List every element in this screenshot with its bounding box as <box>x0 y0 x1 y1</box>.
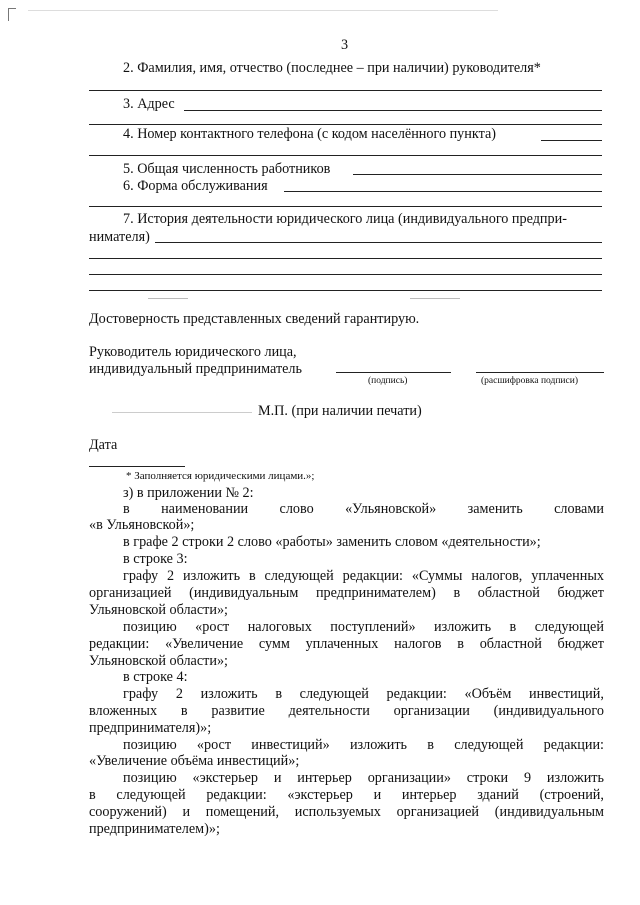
word: в <box>427 737 434 753</box>
word: следующей <box>264 568 334 584</box>
word: изложить <box>546 770 604 786</box>
paragraph-row-3-position-line-2 <box>89 635 604 653</box>
word: бюджет <box>557 585 604 601</box>
word: позицию <box>123 737 177 753</box>
signature-decoding-line <box>476 372 604 373</box>
blank-line <box>89 290 602 291</box>
word: графу <box>123 568 159 584</box>
word: уплаченных <box>305 636 379 652</box>
word: в <box>89 787 96 803</box>
word: налогов <box>394 636 442 652</box>
signature-decoding-caption: (расшифровка подписи) <box>481 376 578 386</box>
paragraph-row-3-heading: в строке 3: <box>123 551 188 567</box>
paragraph-row-9-end: предпринимателем)»; <box>89 821 220 837</box>
paragraph-row-3-position-line-1 <box>123 618 604 636</box>
word: редакции: <box>342 568 403 584</box>
blank-line <box>89 206 602 207</box>
paragraph-row-2: в графе 2 строки 2 слово «работы» заменить словом «деятельности»; <box>123 534 541 550</box>
word: строки <box>466 770 509 786</box>
scan-speck <box>112 412 252 413</box>
word: графу <box>123 686 159 702</box>
word: в <box>457 636 464 652</box>
word: поступлений» <box>330 619 416 635</box>
word: словами <box>554 501 604 517</box>
word: налогов, <box>471 568 523 584</box>
word: областной <box>479 636 542 652</box>
word: 9 <box>523 770 532 786</box>
word: редакции: <box>386 686 447 702</box>
paragraph-z: з) в приложении № 2: <box>123 485 254 501</box>
paragraph-naming-end: «в Ульяновской»; <box>89 517 195 533</box>
word: в <box>180 703 188 719</box>
word: редакции: <box>206 787 267 803</box>
paragraph-row-3-col2-line-2 <box>89 584 604 602</box>
footnote: * Заполняется юридическими лицами.»; <box>126 470 315 482</box>
page-number: 3 <box>341 37 349 53</box>
guarantee-statement: Достоверность представленных сведений гарантирую. <box>89 311 420 327</box>
signature-line <box>336 372 451 373</box>
word: «Ульяновской» <box>345 501 437 517</box>
word: следующей <box>299 686 369 702</box>
form-item-5: 5. Общая численность работников <box>123 161 331 177</box>
word: (индивидуальным <box>189 585 299 601</box>
scan-speck <box>148 298 188 299</box>
form-item-6: 6. Форма обслуживания <box>123 178 268 194</box>
signature-caption: (подпись) <box>368 376 408 386</box>
word: сооружений) <box>89 804 167 820</box>
word: в <box>509 619 517 635</box>
word: организацией <box>396 804 480 820</box>
word: наименовании <box>161 501 249 517</box>
word: вложенных <box>89 703 158 719</box>
word: позицию <box>123 770 177 786</box>
paragraph-row-3-col2-end: Ульяновской области»; <box>89 602 228 618</box>
word: заменить <box>467 501 523 517</box>
word: редакции: <box>89 636 150 652</box>
word: развитие <box>211 703 265 719</box>
blank-line <box>89 274 602 275</box>
word: «Объём <box>464 686 512 702</box>
word: инвестиций» <box>251 737 330 753</box>
paragraph-naming-line-1 <box>123 500 604 518</box>
paragraph-row-3-position-end: Ульяновской области»; <box>89 653 228 669</box>
word: налоговых <box>247 619 312 635</box>
blank-line <box>89 90 602 91</box>
stamp-note: М.П. (при наличии печати) <box>258 403 422 419</box>
word: деятельности <box>288 703 370 719</box>
word: в <box>123 501 130 517</box>
date-label: Дата <box>89 437 118 453</box>
blank-line <box>284 191 602 192</box>
blank-line <box>184 110 602 111</box>
blank-line <box>155 242 602 243</box>
word: предпринимателем) <box>315 585 436 601</box>
paragraph-row-4-position-end: «Увеличение объёма инвестиций»; <box>89 753 300 769</box>
scan-speck <box>410 298 460 299</box>
word: следующей <box>534 619 604 635</box>
head-title-line-2: индивидуальный предприниматель <box>89 361 302 377</box>
word: и <box>182 804 191 820</box>
word: (индивидуальным <box>494 804 604 820</box>
footnote-separator <box>89 466 185 467</box>
form-item-7-line-1: 7. История деятельности юридического лица (индивидуального предпри- <box>123 211 567 227</box>
word: сумм <box>258 636 290 652</box>
form-item-7-line-2: нимателя) <box>89 229 150 245</box>
word: организацией <box>89 585 172 601</box>
word: «экстерьер <box>192 770 258 786</box>
word: интерьер <box>401 787 457 803</box>
word: «Суммы <box>411 568 463 584</box>
head-title-line-1: Руководитель юридического лица, <box>89 344 297 360</box>
word: инвестиций, <box>529 686 604 702</box>
word: (индивидуального <box>493 703 604 719</box>
form-item-3: 3. Адрес <box>123 96 175 112</box>
blank-line <box>89 258 602 259</box>
word: организации <box>393 703 470 719</box>
word: в <box>453 585 461 601</box>
word: 2 <box>175 686 183 702</box>
paragraph-row-4-col2-line-1 <box>123 685 604 703</box>
word: уплаченных <box>531 568 604 584</box>
word: «экстерьер <box>287 787 353 803</box>
word: областной <box>477 585 540 601</box>
form-item-2: 2. Фамилия, имя, отчество (последнее – при наличии) руководителя* <box>123 60 541 76</box>
word: используемых <box>294 804 381 820</box>
paragraph-row-9-line-1 <box>123 769 604 787</box>
word: изложить <box>200 686 258 702</box>
word: и <box>273 770 282 786</box>
blank-line <box>541 140 602 141</box>
word: следующей <box>454 737 524 753</box>
paragraph-row-4-col2-line-2 <box>89 702 604 720</box>
form-item-4: 4. Номер контактного телефона (с кодом населённого пункта) <box>123 126 496 142</box>
paragraph-row-4-heading: в строке 4: <box>123 669 188 685</box>
scan-speck <box>28 10 498 11</box>
word: позицию <box>123 619 177 635</box>
word: редакции: <box>543 737 604 753</box>
word: 2 <box>167 568 175 584</box>
paragraph-row-9-line-3 <box>89 803 604 821</box>
word: и <box>373 787 382 803</box>
word: организации» <box>367 770 451 786</box>
paragraph-row-4-col2-end: предпринимателя)»; <box>89 720 212 736</box>
word: (строений, <box>539 787 604 803</box>
scan-corner-mark <box>8 8 16 21</box>
paragraph-row-9-line-2 <box>89 786 604 804</box>
word: слово <box>279 501 314 517</box>
word: интерьер <box>297 770 352 786</box>
blank-line <box>89 155 602 156</box>
word: в <box>248 568 256 584</box>
paragraph-row-3-col2-line-1 <box>123 567 604 585</box>
word: изложить <box>183 568 241 584</box>
word: изложить <box>434 619 492 635</box>
word: зданий <box>477 787 519 803</box>
word: «рост <box>195 619 230 635</box>
word: помещений, <box>205 804 280 820</box>
word: следующей <box>116 787 186 803</box>
blank-line <box>353 174 602 175</box>
word: изложить <box>349 737 408 753</box>
word: бюджет <box>557 636 604 652</box>
word: «Увеличение <box>165 636 244 652</box>
word: в <box>275 686 283 702</box>
word: «рост <box>196 737 232 753</box>
